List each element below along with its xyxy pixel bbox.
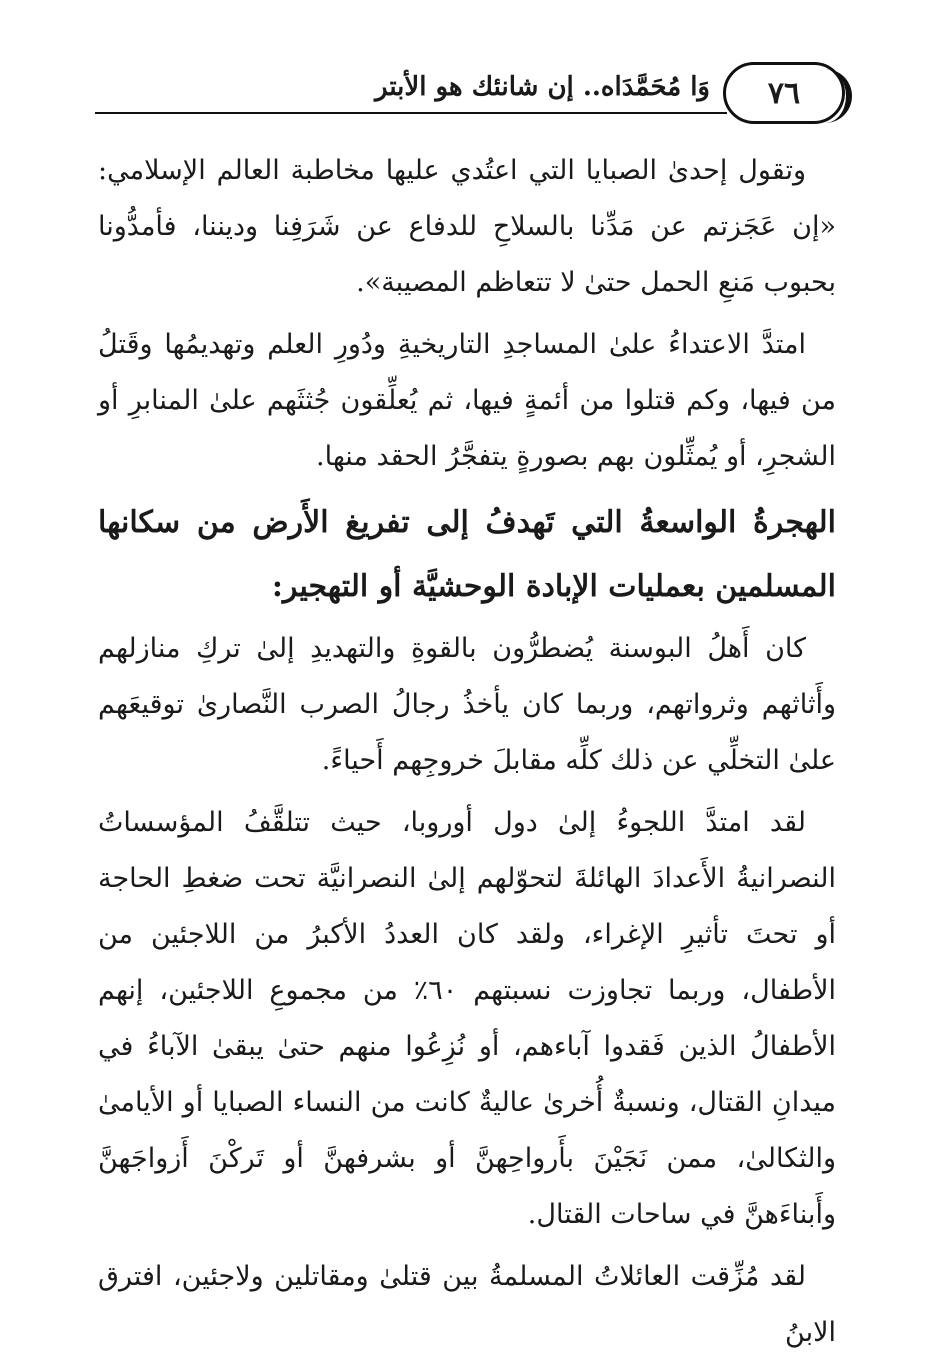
running-title: وَا مُحَمَّدَاه.. إن شانئك هو الأبتر [374,72,710,102]
header-rule [95,112,727,114]
paragraph-bosnia: كان أَهلُ البوسنة يُضطرُّون بالقوةِ والتهديدِ إلىٰ تركِ منازلهم وأَثاثهم وثرواتهم، وربما كان يأخذُ رجالُ الصرب النَّصارىٰ توقيعَهم علىٰ التخلِّي عن ذلك كلِّه مقابلَ خروجِهم أَحياءً. [98,633,836,776]
paragraph-quote: وتقول إحدىٰ الصبايا التي اعتُدي عليها مخاطبة العالم الإسلامي: «إن عَجَزتم عن مَدِّنا بالسلاحِ للدفاع عن شَرَفِنا وديننا، فأمدُّونا بحبوب مَنعِ الحمل حتىٰ لا تتعاظم المصيبة». [98,155,836,298]
page-body [98,143,836,1367]
page-number-badge [723,62,845,124]
paragraph-mosques: امتدَّ الاعتداءُ علىٰ المساجدِ التاريخيةِ ودُورِ العلم وتهديمُها وقَتلُ من فيها، وكم قتلوا من أئمةٍ فيها، ثم يُعلِّقون جُثثَهم علىٰ المنابرِ أو الشجرِ، أو يُمثِّلون بهم بصورةٍ يتفجَّرُ الحقد منها. [98,329,836,472]
section-heading: الهجرةُ الواسعةُ التي تَهدفُ إلى تفريغ الأَرض من سكانها المسلمين بعمليات الإبادة الوحشيَّة أو التهجير: [98,505,836,604]
paragraph-families: لقد مُزِّقت العائلاتُ المسلمةُ بين قتلىٰ ومقاتلين ولاجئين، افترق الابنُ [98,1261,836,1348]
paragraph-refugees: لقد امتدَّ اللجوءُ إلىٰ دول أوروبا، حيث تتلقَّفُ المؤسساتُ النصرانيةُ الأَعدادَ الهائلةَ لتحوّلهم إلىٰ النصرانيَّة تحت ضغطِ الحاجة أو تحتَ تأثيرِ الإغراء، ولقد كان العددُ الأكبرُ من اللاجئين من الأطفال، وربما تجاوزت نسبتهم ٦٠٪ من مجموعِ اللاجئين، إنهم الأطفالُ الذين فَقدوا آباءهم، أو نُزِعُوا منهم حتىٰ يبقىٰ الآباءُ في ميدانِ القتال، ونسبةٌ أُخرىٰ عاليةٌ كانت من النساء الصبايا أو الأيامىٰ والثكالىٰ، ممن نَجَيْنَ بأَرواحِهنَّ أو بشرفهنَّ أو تَركْنَ أَزواجَهنَّ وأَبناءَهنَّ في ساحات القتال. [98,807,836,1230]
page-number: ٧٦ [767,75,801,111]
page-header [95,62,845,128]
